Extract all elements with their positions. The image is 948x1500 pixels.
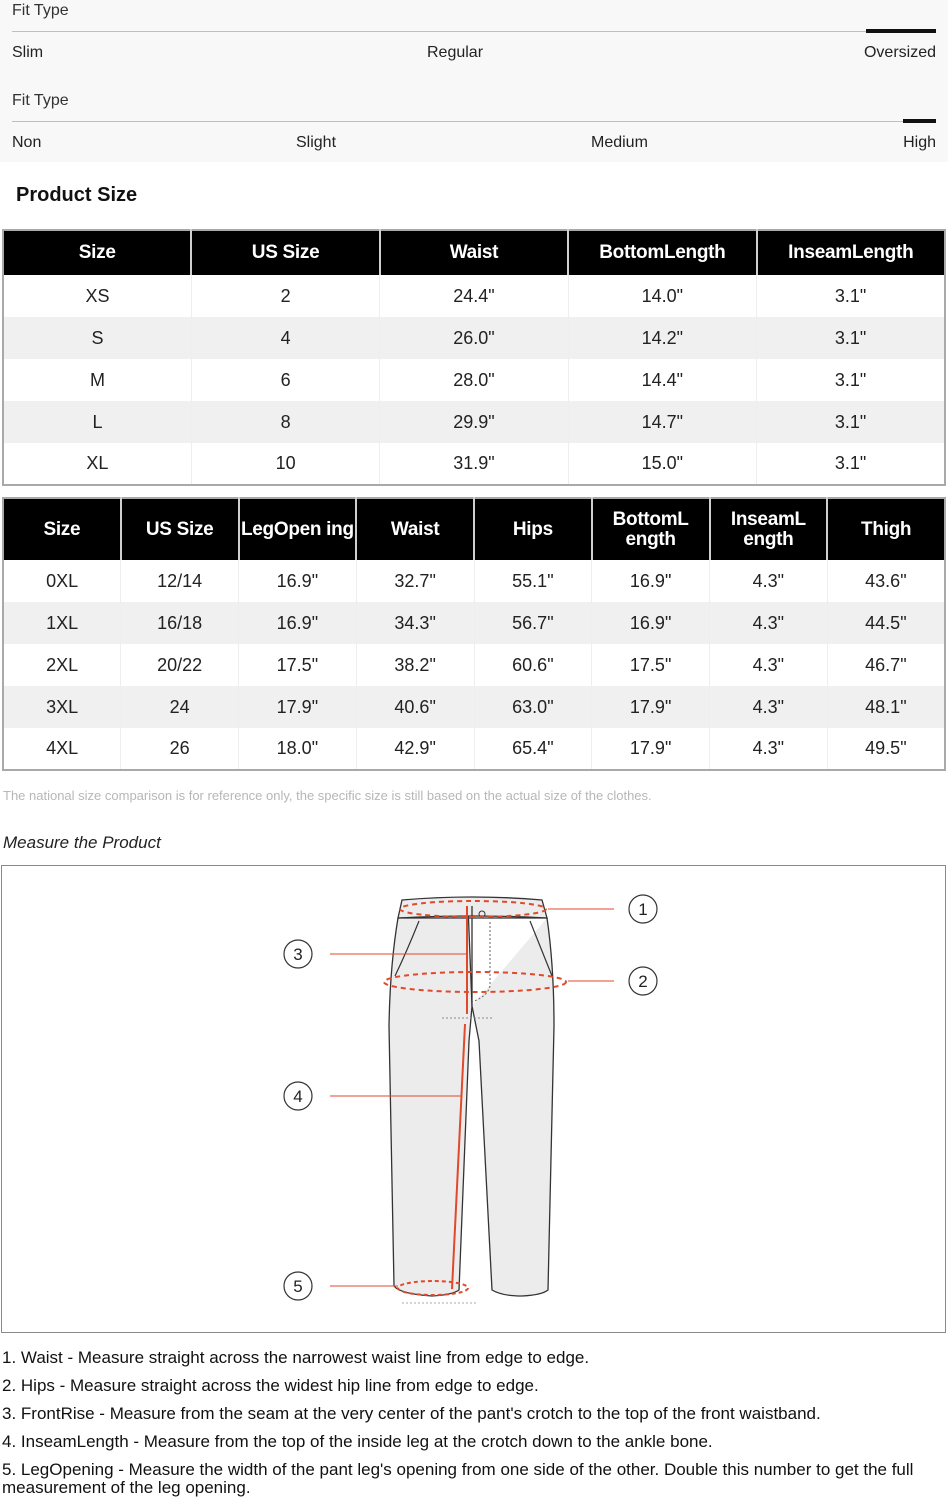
header-waist: Waist [356, 498, 474, 560]
table-header-row [3, 498, 945, 560]
fit-type-panel [0, 0, 948, 162]
fit-scale-track [12, 31, 936, 32]
cell: 3.1" [834, 285, 867, 306]
cell: 17.5" [239, 644, 357, 686]
fit-label-medium: Medium [591, 134, 648, 151]
header-size: Size [3, 230, 191, 275]
cell: 12/14 [121, 560, 239, 602]
header-us-size: US Size [191, 230, 379, 275]
cell: 17.9" [239, 686, 357, 728]
cell: 16/18 [121, 602, 239, 644]
callout-4 [284, 1082, 312, 1110]
cell: 4.3" [710, 644, 828, 686]
cell: 60.6" [474, 644, 592, 686]
table-row [3, 443, 945, 485]
fit-scale-title: Fit Type [12, 92, 69, 109]
cell: 17.5" [592, 644, 710, 686]
instruction-front-rise: 3. FrontRise - Measure from the seam at the very center of the pant's crotch to the top of the front waistband. [2, 1404, 821, 1423]
pants-illustration [2, 866, 947, 1334]
cell: 32.7" [356, 560, 474, 602]
cell: 10 [191, 443, 379, 485]
svg-text:2: 2 [638, 972, 648, 991]
size-table-plus [2, 497, 946, 771]
size-disclaimer-note: The national size comparison is for reference only, the specific size is still based on the actual size of the clothes. [3, 788, 652, 803]
callout-2 [629, 967, 657, 995]
svg-text:3: 3 [293, 945, 303, 964]
cell: 40.6" [356, 686, 474, 728]
cell: 56.7" [474, 602, 592, 644]
cell: 3.1" [834, 453, 867, 473]
header-us-size: US Size [121, 498, 239, 560]
cell: 28.0" [380, 359, 568, 401]
table-row [3, 401, 945, 443]
cell: 14.7" [568, 401, 756, 443]
header-bottom-length: BottomL ength [592, 498, 710, 560]
fit-label-high: High [903, 134, 936, 151]
fit-label-regular: Regular [427, 44, 484, 61]
table-row [3, 686, 945, 728]
cell: L [3, 401, 191, 443]
cell: 6 [191, 359, 379, 401]
svg-text:5: 5 [293, 1277, 303, 1296]
svg-text:4: 4 [293, 1087, 303, 1106]
cell: 8 [191, 401, 379, 443]
cell: 16.9" [239, 560, 357, 602]
header-waist: Waist [380, 230, 568, 275]
cell: 2XL [3, 644, 121, 686]
cell: 42.9" [356, 728, 474, 770]
fit-scale-selected-marker [866, 29, 936, 33]
cell: 15.0" [568, 443, 756, 485]
cell: 26 [121, 728, 239, 770]
header-inseam-length: InseamL ength [710, 498, 828, 560]
cell: 26.0" [380, 317, 568, 359]
cell: 46.7" [865, 654, 907, 675]
cell: 16.9" [592, 560, 710, 602]
cell: XL [3, 443, 191, 485]
cell: 4.3" [710, 686, 828, 728]
cell: 0XL [3, 560, 121, 602]
cell: 34.3" [356, 602, 474, 644]
table-row [3, 602, 945, 644]
cell: 4.3" [710, 560, 828, 602]
product-size-title: Product Size [16, 184, 138, 206]
cell: 17.9" [592, 728, 710, 770]
cell: 4.3" [710, 728, 828, 770]
fit-scale-track [12, 121, 936, 122]
table-row [3, 560, 945, 602]
callout-5 [284, 1272, 312, 1300]
cell: 18.0" [239, 728, 357, 770]
instruction-leg-opening: 5. LegOpening - Measure the width of the pant leg's opening from one side of the other. Double this number to get the full measurement of the leg opening. [2, 1460, 914, 1497]
header-inseam-length: InseamLength [757, 230, 945, 275]
table-row [3, 359, 945, 401]
table-header-row [3, 230, 945, 275]
fit-label-non: Non [12, 134, 42, 151]
header-hips: Hips [474, 498, 592, 560]
cell: 17.9" [592, 686, 710, 728]
cell: 14.2" [568, 317, 756, 359]
instruction-waist: 1. Waist - Measure straight across the narrowest waist line from edge to edge. [2, 1348, 590, 1367]
cell: 49.5" [865, 738, 907, 758]
table-row [3, 644, 945, 686]
fit-label-slight: Slight [296, 134, 337, 151]
fit-scale-title: Fit Type [12, 2, 69, 19]
measurement-diagram [1, 865, 946, 1333]
cell: 3.1" [757, 317, 945, 359]
fit-label-slim: Slim [12, 44, 44, 61]
cell: 3XL [3, 686, 121, 728]
instruction-hips: 2. Hips - Measure straight across the widest hip line from edge to edge. [2, 1376, 539, 1395]
header-size: Size [3, 498, 121, 560]
cell: 16.9" [592, 602, 710, 644]
cell: 65.4" [474, 728, 592, 770]
header-thigh: Thigh [827, 498, 945, 560]
table-row [3, 728, 945, 770]
table-row [3, 275, 945, 317]
cell: 4 [191, 317, 379, 359]
cell: 3.1" [834, 369, 867, 390]
cell: 24.4" [380, 275, 568, 317]
svg-text:1: 1 [638, 900, 648, 919]
callout-3 [284, 940, 312, 968]
cell: 2 [191, 275, 379, 317]
cell: 43.6" [865, 570, 907, 591]
cell: 48.1" [827, 686, 945, 728]
cell: M [3, 359, 191, 401]
cell: 29.9" [380, 401, 568, 443]
cell: 63.0" [474, 686, 592, 728]
measurement-instructions [2, 1349, 946, 1500]
instruction-inseam-length: 4. InseamLength - Measure from the top of the inside leg at the crotch down to the ankle bone. [2, 1432, 713, 1451]
size-table-regular [2, 229, 946, 486]
header-leg-opening: LegOpen ing [239, 498, 357, 560]
cell: 4.3" [710, 602, 828, 644]
cell: 55.1" [474, 560, 592, 602]
measure-product-title: Measure the Product [3, 833, 161, 852]
cell: 20/22 [121, 644, 239, 686]
table-row [3, 317, 945, 359]
cell: 4XL [3, 728, 121, 770]
cell: 31.9" [380, 443, 568, 485]
cell: 1XL [3, 602, 121, 644]
cell: 38.2" [356, 644, 474, 686]
cell: 16.9" [239, 602, 357, 644]
cell: S [3, 317, 191, 359]
cell: 44.5" [827, 602, 945, 644]
fit-scale-selected-marker [903, 119, 936, 123]
cell: 24 [121, 686, 239, 728]
cell: 14.0" [568, 275, 756, 317]
fit-label-oversized: Oversized [863, 44, 936, 61]
header-bottom-length: BottomLength [568, 230, 756, 275]
cell: 14.4" [568, 359, 756, 401]
callout-1 [629, 895, 657, 923]
cell: XS [3, 275, 191, 317]
cell: 3.1" [757, 401, 945, 443]
